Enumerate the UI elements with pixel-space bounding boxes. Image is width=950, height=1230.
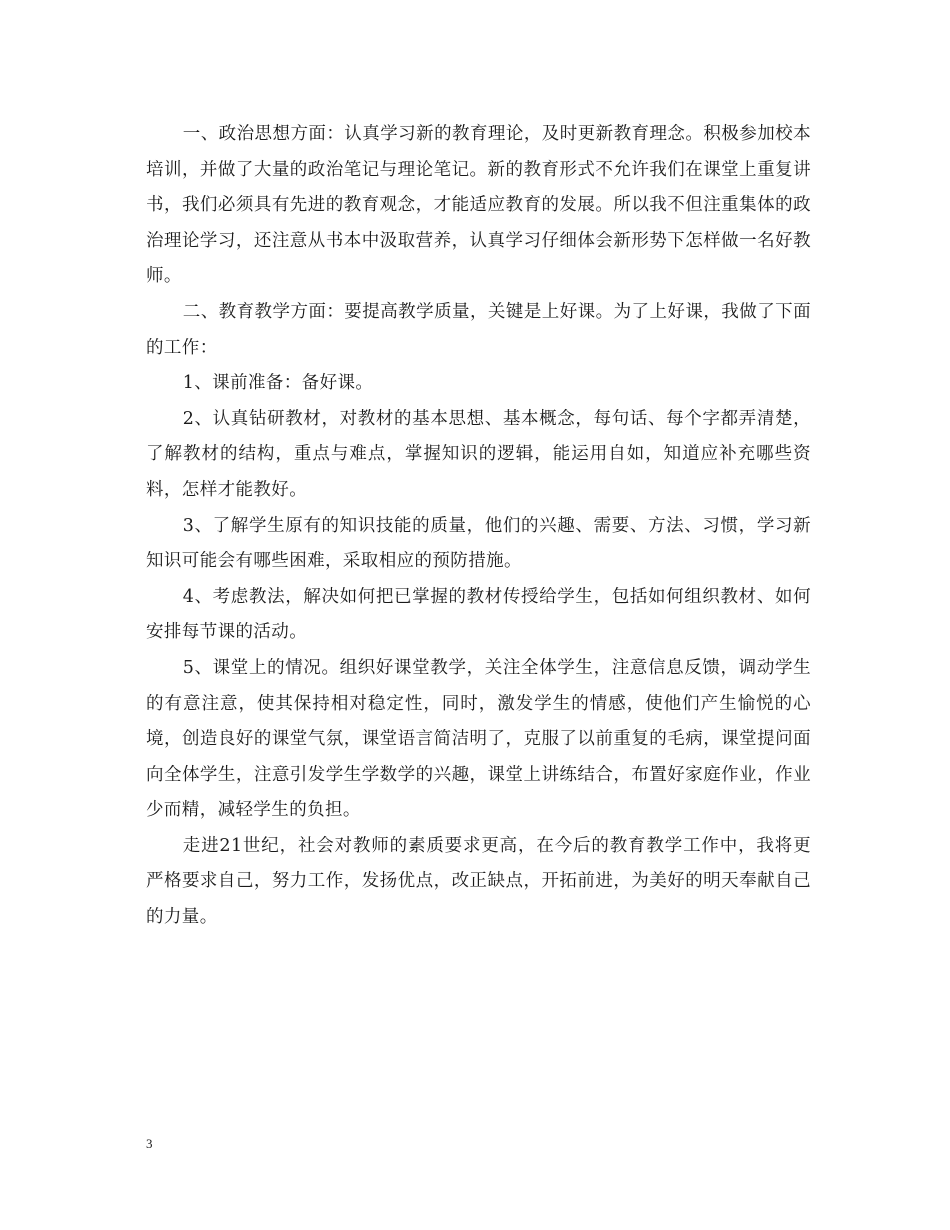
document-body: [146, 117, 811, 936]
paragraph-item-1: 1、课前准备：备好课。: [182, 373, 374, 394]
paragraph-item-2: 2、认真钻研教材，对教材的基本思想、基本概念，每句话、每个字都弄清楚，了解教材的结构，重点与难点，掌握知识的逻辑，能运用自如，知道应补充哪些资料，怎样才能教好。: [146, 408, 811, 500]
paragraph-teaching-intro: 二、教育教学方面：要提高教学质量，关键是上好课。为了上好课，我做了下面的工作：: [146, 301, 811, 358]
paragraph-item-3: 3、了解学生原有的知识技能的质量，他们的兴趣、需要、方法、习惯，学习新知识可能会有哪些困难，采取相应的预防措施。: [146, 515, 811, 572]
paragraph-item-4: 4、考虑教法，解决如何把已掌握的教材传授给学生，包括如何组织教材、如何安排每节课的活动。: [146, 586, 811, 643]
paragraph-political-thought: 一、政治思想方面：认真学习新的教育理论，及时更新教育理念。积极参加校本培训，并做了大量的政治笔记与理论笔记。新的教育形式不允许我们在课堂上重复讲书，我们必须具有先进的教育观念，才能适应教育的发展。所以我不但注重集体的政治理论学习，还注意从书本中汲取营养，认真学习仔细体会新形势下怎样做一名好教师。: [146, 124, 811, 287]
paragraph-conclusion: 走进21世纪，社会对教师的素质要求更高，在今后的教育教学工作中，我将更严格要求自己，努力工作，发扬优点，改正缺点，开拓前进，为美好的明天奉献自己的力量。: [146, 835, 811, 928]
page-number: 3: [146, 1136, 153, 1151]
paragraph-item-5: 5、课堂上的情况。组织好课堂教学，关注全体学生，注意信息反馈，调动学生的有意注意，使其保持相对稳定性，同时，激发学生的情感，使他们产生愉悦的心境，创造良好的课堂气氛，课堂语言简洁明了，克服了以前重复的毛病，课堂提问面向全体学生，注意引发学生学数学的兴趣，课堂上讲练结合，布置好家庭作业，作业少而精，减轻学生的负担。: [146, 657, 811, 821]
